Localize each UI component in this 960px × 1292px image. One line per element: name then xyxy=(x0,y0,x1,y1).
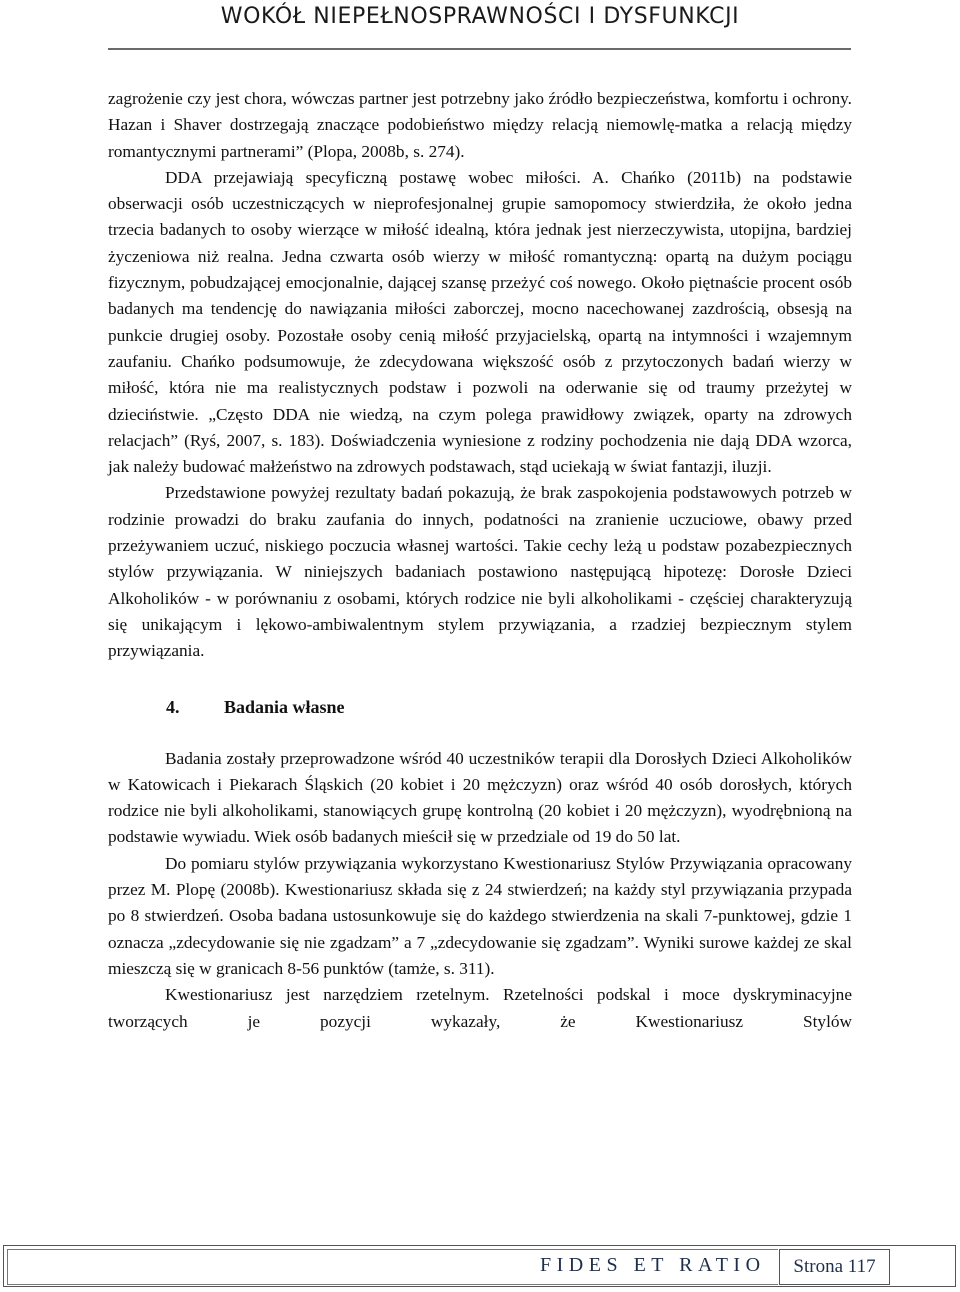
paragraph-hypothesis: Przedstawione powyżej rezultaty badań pokazują, że brak zaspokojenia podstawowych potrzeb w rodzinie prowadzi do braku zaufania do innych, podatności na zranienie uczuciowe, obawy przed przeżywaniem uczuć, niskiego poczucia własnej wartości. Takie cechy leżą u podstaw pozabezpiecznych stylów przywiązania. W niniejszych badaniach postawiono następującą hipotezę: Dorosłe Dzieci Alkoholików - w porównaniu z osobami, których rodzice nie byli alkoholikami - częściej charakteryzują się unikającym i lękowo-ambiwalentnym stylem przywiązania, a rzadziej bezpiecznym stylem przywiązania. xyxy=(108,483,852,661)
paragraph-dda-love: DDA przejawiają specyficzną postawę wobec miłości. A. Chańko (2011b) na podstawie obserwacji osób uczestniczących w nieprofesjonalnej grupie samopomocy stwierdziła, że około jedna trzecia badanych to osoby wierzące w miłość idealną, która jednak jest nierzeczywista, utopijna, bardziej życzeniowa niż realna. Jedna czwarta osób wierzy w miłość romantyczną: opartą na dużym pociągu fizycznym, pobudzającej emocjonalnie, dającej szansę przeżyć coś nowego. Około piętnaście procent osób badanych ma tendencję do nawiązania miłości zaborczej, mocno nacechowanej zazdrością, obsesją na punkcie drugiej osoby. Pozostałe osoby cenią miłość przyjacielską, opartą na intymności i wzajemnym zaufaniu. Chańko podsumowuje, że zdecydowana większość osób z przytoczonych badań wierzy w miłość, która nie ma realistycznych podstaw i pozwoli na oderwanie się od traumy przeżytej w dzieciństwie. „Często DDA nie wiedzą, na czym polega prawidłowy związek, oparty na zdrowych relacjach” (Ryś, 2007, s. 183). Doświadczenia wyniesione z rodziny pochodzenia nie dają DDA wzorca, jak należy budować małżeństwo na zdrowych podstawach, stąd uciekają w świat fantazji, iluzji. xyxy=(108,167,852,477)
header-divider xyxy=(108,48,851,50)
paragraph-questionnaire: Do pomiaru stylów przywiązania wykorzystano Kwestionariusz Stylów Przywiązania opracowany przez M. Plopę (2008b). Kwestionariusz składa się z 24 stwierdzeń; na każdy styl przywiązania przypada po 8 stwierdzeń. Osoba badana ustosunkowuje się do każdego stwierdzenia na skali 7-punktowej, gdzie 1 oznacza „zdecydowanie się nie zgadzam” a 7 „zdecydowanie się zgadzam”. Wyniki surowe każdej ze skal mieszczą się w granicach 8-56 punktów (tamże, s. 311). xyxy=(108,853,852,978)
section-number: 4. xyxy=(166,696,180,717)
paragraph-continuation: zagrożenie czy jest chora, wówczas partner jest potrzebny jako źródło bezpieczeństwa, komfortu i ochrony. Hazan i Shaver dostrzegają znaczące podobieństwo między relacją niemowlę-matka a relacją między romantycznymi partnerami” (Plopa, 2008b, s. 274). xyxy=(108,89,852,161)
paragraph-participants: Badania zostały przeprowadzone wśród 40 uczestników terapii dla Dorosłych Dzieci Alkoholików w Katowicach i Piekarach Śląskich (20 kobiet i 20 mężczyzn) oraz wśród 40 osób dorosłych, których rodzice nie byli alkoholikami, stanowiących grupę kontrolną (20 kobiet i 20 mężczyzn), wyodrębnioną na podstawie wywiadu. Wiek osób badanych mieścił się w przedziale od 19 do 50 lat. xyxy=(108,748,852,847)
page-body xyxy=(108,86,852,1035)
paragraph-reliability: Kwestionariusz jest narzędziem rzetelnym. Rzetelności podskal i moce dyskryminacyjne tworzących je pozycji wykazały, że Kwestionariusz Stylów xyxy=(108,985,852,1031)
footer-motto: FIDES ET RATIO xyxy=(540,1254,766,1276)
running-header: WOKÓŁ NIEPEŁNOSPRAWNOŚCI I DYSFUNKCJI xyxy=(220,4,740,29)
section-heading xyxy=(108,694,852,720)
section-title: Badania własne xyxy=(224,696,345,717)
page-number: Strona 117 xyxy=(779,1249,890,1285)
